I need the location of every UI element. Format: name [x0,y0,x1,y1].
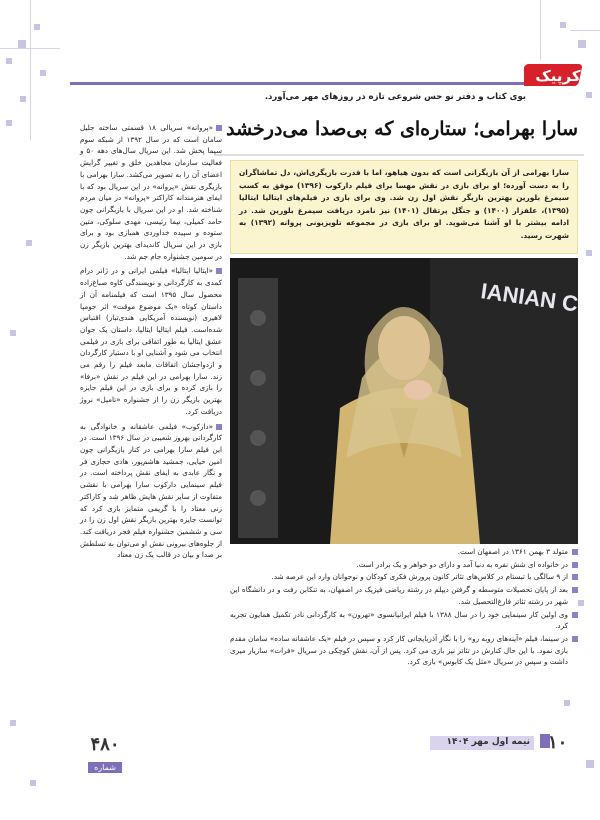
logo-graphic [524,58,586,92]
lead-box [230,160,578,254]
bullet-square-icon [216,424,222,430]
bullet-square-icon [572,587,578,593]
column-paragraph-text: «پروانه» سریالی ۱۸ قسمتی ساخته جلیل سامان است که در سال ۱۳۹۲ از شبکه سوم سیما پخش شد. این سریال سال‌های دهه ۵۰ و فعالیت سازمان مجاهدین خلق و تغییر گرایش اعضای آن را به تصویر می‌کشد. سارا بهرامی با بازیگری نقش «پروانه» در این سریال بود که با ایفای هنرمندانه کاراکتر «پروانه» در میان مردم شناخته شد. او در این سریال با بازیگرانی چون حامد کمیلی، نیما رئیسی، مهدی سلوکی، متین ستوده و سپیده خداوردی همبازی بود و برای بازی در این سریال کاندیدای بهترین بازیگر زن در سومین جشنواره جام جم شد. [80,123,222,261]
decorative-square [586,92,592,98]
issue-number: ۴۸۰ [90,734,120,755]
decorative-square [586,250,592,256]
article-title: سارا بهرامی؛ ستاره‌ای که بی‌صدا می‌درخشد [226,118,578,140]
fact-item [230,584,578,607]
fact-text: وی اولین کار سینمایی خود را در سال ۱۳۸۸ با فیلم ایرانیانسوی «تهرون» به کارگردانی نادر تکمیل همایون تجربه کرد. [230,609,568,631]
title-bar [214,116,584,156]
fact-text: در خانواده ای شش نفره به دنیا آمد و دارای دو خواهر و یک برادر است. [356,559,568,569]
issue-date: نیمه اول مهر ۱۴۰۴ [430,736,534,750]
bullet-square-icon [572,562,578,568]
column-paragraph-text: «ایتالیا ایتالیا» فیلمی ایرانی و در ژانر درام کمدی به کارگردانی و نویسندگی کاوه صباغ‌زاده محصول سال ۱۳۹۵ است که فیلمنامه آن از داستان کوتاه «یک موضوع موقت» اثر جومپا لاهیری (نویسنده آمریکایی هندی‌تبار) اقتباس شده‌است. فیلم ایتالیا ایتالیا، داستان یک جوان عشق ایتالیا به طور اتفاقی برای بازی در فیلمی انتخاب می شود و آشنایی او با دستیار کارگردان و ازدواجشان اتفاقات مابعد فیلم را رقم می زند. سارا بهرامی در این فیلم در نقش «برفا» را بازی کرده و برای بازی در این فیلم جایزه بهترین بازیگر زن را از جشنواره «تامیل» نروژ دریافت کرد. [80,266,222,416]
column-paragraph [80,265,222,417]
portrait-photo [230,258,578,544]
fact-item [230,559,578,571]
fact-item [230,546,578,558]
page-footer [70,730,586,770]
fact-text: متولد ۳ بهمن ۱۳۶۱ در اصفهان است. [457,547,568,556]
fact-item [230,633,578,668]
decorative-square [586,760,594,768]
fact-text: در سینما، فیلم «آینه‌های روبه رو» را با نگار آذربایجانی کار کرد و سپس در فیلم «یک عاشقانه ساده» سامان مقدم بازی نمود. با این حال کنارش در تئاتر نیز بازی می کرد. پس از آن، نقش کوچکی در سریال «فرات» سازیار میری داشت و سپس در سریال «مثل یک کابوس» بازی کرد. [230,633,568,667]
decorative-square [6,120,12,126]
bullet-square-icon [572,612,578,618]
kicker-text: بوی کتاب و دفتر نو حس شروعی تازه در روزهای مهر می‌آورد. [264,92,526,102]
bullet-square-icon [572,636,578,642]
fact-text: از ۹ سالگی با تبستام در کلاس‌های تئاتر کانون پرورش فکری کودکان و نوجوانان وارد این عرصه شد. [271,572,568,582]
column-paragraph [80,421,222,561]
magazine-logo [524,58,586,92]
left-text-column [80,122,222,722]
issue-block [80,734,130,774]
photo-illustration [230,258,578,544]
page-number: ۱۰ [548,732,568,753]
decorative-square [6,58,12,64]
facts-list [230,546,578,714]
header-rule [70,82,536,85]
bullet-square-icon [572,574,578,580]
bullet-square-icon [216,268,222,274]
magazine-page [14,0,586,820]
issue-label: شماره [88,762,122,773]
lead-paragraph: سارا بهرامی از آن بازیگرانی است که بدون هیاهو، اما با قدرت بازیگری‌اش، دل تماشاگران را به دست آورده؛ او برای بازی در نقش مهسا برای فیلم دارکوب (۱۳۹۶) موفق به کسب سیمرغ بلورین بهترین بازیگر نقش اول زن شد. وی برای بازی در فیلم‌های ایتالیا ایتالیا (۱۳۹۵)، علفزار (۱۴۰۰) و جنگل پرتقال (۱۴۰۱) نیز نامزد دریافت سیمرغ بلورین شد. در ادامه بیشتر با او آشنا می‌شوید. او برای بازی در مجموعه تلویزیونی پروانه (۱۳۹۲) به شهرت رسید. [239,168,569,240]
fact-text: بعد از پایان تحصیلات متوسطه و گرفتن دیپلم در رشته ریاضی فیزیک در اصفهان، به تنکابن رفت و در دانشگاه این شهر در رشته تئاتر فارغ‌التحصیل شد. [230,585,568,606]
logo-text: کرپیک [535,67,581,85]
bullet-square-icon [216,125,222,131]
bullet-square-icon [572,549,578,555]
fact-item [230,571,578,583]
column-paragraph-text: «دارکوب» فیلمی عاشقانه و خانوادگی به کارگردانی بهروز شعیبی در سال ۱۳۹۶ است. در این فیلم سارا بهرامی در کنار بازیگرانی چون امین حیایی، جمشید هاشم‌پور، هادی حجازی فر و نگار عابدی به ایفای نقش پرداخته است. در فیلم سینمایی دارکوب سارا بهرامی با نقشی متفاوت از سایر نقش هایش ظاهر شد و کاراکتر زنی معتاد را با گریمی متمایز بازی کرد که توانست جایزه بهترین بازیگر نقش اول زن را در سی و ششمین جشنواره فیلم فجر دریافت کند. از جلوه‌های بیرونی نقش او می‌توان به تسلطش بر صدا و بیان در قالب یک زن معتاد [80,421,222,560]
column-paragraph [80,122,222,262]
fact-item [230,609,578,632]
